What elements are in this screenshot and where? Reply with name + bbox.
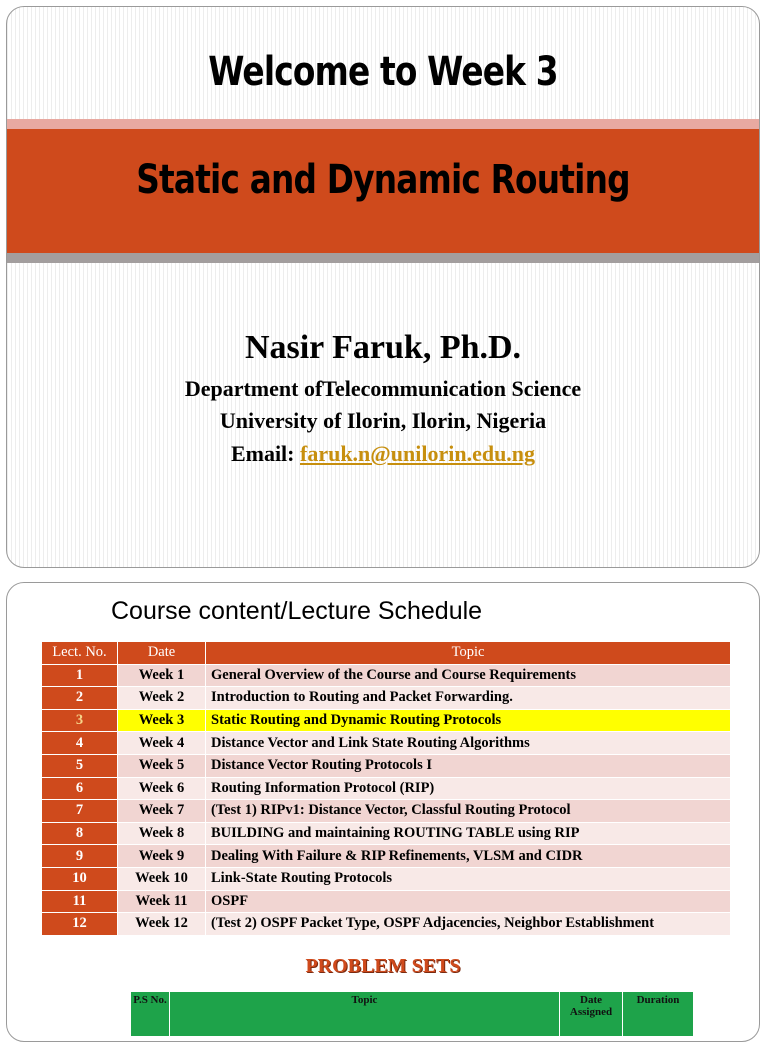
table-row bbox=[42, 913, 731, 936]
lect-no: 5 bbox=[42, 754, 118, 777]
lect-date: Week 7 bbox=[118, 800, 206, 823]
lect-topic: Distance Vector Routing Protocols I bbox=[206, 754, 731, 777]
lect-topic: (Test 2) OSPF Packet Type, OSPF Adjacencies, Neighbor Establishment bbox=[206, 913, 731, 936]
lect-topic: Static Routing and Dynamic Routing Protocols bbox=[206, 709, 731, 732]
schedule-header-row bbox=[42, 642, 731, 665]
lect-no: 11 bbox=[42, 890, 118, 913]
problem-sets-heading: PROBLEM SETS bbox=[305, 955, 461, 977]
lect-date: Week 10 bbox=[118, 867, 206, 890]
table-row bbox=[42, 800, 731, 823]
lect-topic: Distance Vector and Link State Routing Algorithms bbox=[206, 732, 731, 755]
lect-topic: OSPF bbox=[206, 890, 731, 913]
lect-topic: Dealing With Failure & RIP Refinements, VLSM and CIDR bbox=[206, 845, 731, 868]
table-row bbox=[42, 867, 731, 890]
email-line bbox=[7, 441, 759, 467]
ps-header-no: P.S No. bbox=[131, 992, 170, 1037]
table-row bbox=[42, 822, 731, 845]
lect-topic: Introduction to Routing and Packet Forwarding. bbox=[206, 687, 731, 710]
header-topic: Topic bbox=[206, 642, 731, 665]
lect-topic: General Overview of the Course and Course Requirements bbox=[206, 664, 731, 687]
lect-topic: Routing Information Protocol (RIP) bbox=[206, 777, 731, 800]
lect-no: 2 bbox=[42, 687, 118, 710]
author-name: Nasir Faruk, Ph.D. bbox=[244, 329, 522, 366]
lect-no: 12 bbox=[42, 913, 118, 936]
table-row bbox=[42, 732, 731, 755]
university-line: University of Ilorin, Ilorin, Nigeria bbox=[219, 408, 547, 433]
lect-date: Week 6 bbox=[118, 777, 206, 800]
email-label: Email: bbox=[230, 441, 295, 466]
schedule-title: Course content/Lecture Schedule bbox=[111, 597, 483, 625]
table-row bbox=[42, 777, 731, 800]
band-top-stripe bbox=[7, 119, 759, 129]
header-lect-no: Lect. No. bbox=[42, 642, 118, 665]
topic-title: Static and Dynamic Routing bbox=[136, 157, 630, 203]
lect-no: 8 bbox=[42, 822, 118, 845]
schedule-table bbox=[41, 641, 731, 936]
table-row bbox=[42, 754, 731, 777]
lect-date: Week 8 bbox=[118, 822, 206, 845]
ps-header-date: Date Assigned bbox=[560, 992, 623, 1037]
lect-date: Week 5 bbox=[118, 754, 206, 777]
lect-date: Week 11 bbox=[118, 890, 206, 913]
problem-sets-header-row bbox=[131, 992, 694, 1037]
lect-date: Week 12 bbox=[118, 913, 206, 936]
lect-no: 7 bbox=[42, 800, 118, 823]
header-date: Date bbox=[118, 642, 206, 665]
title-slide bbox=[6, 6, 760, 568]
lect-date: Week 1 bbox=[118, 664, 206, 687]
lect-date: Week 2 bbox=[118, 687, 206, 710]
lect-date: Week 4 bbox=[118, 732, 206, 755]
lect-no: 1 bbox=[42, 664, 118, 687]
ps-header-duration: Duration bbox=[623, 992, 694, 1037]
department-line: Department ofTelecommunication Science bbox=[184, 376, 582, 401]
lect-topic: Link-State Routing Protocols bbox=[206, 867, 731, 890]
ps-header-topic: Topic bbox=[170, 992, 560, 1037]
lect-no: 6 bbox=[42, 777, 118, 800]
email-link[interactable]: faruk.n@unilorin.edu.ng bbox=[300, 441, 536, 466]
lect-topic: (Test 1) RIPv1: Distance Vector, Classful Routing Protocol bbox=[206, 800, 731, 823]
table-row-current-week bbox=[42, 709, 731, 732]
problem-sets-table bbox=[130, 991, 694, 1037]
lect-no: 9 bbox=[42, 845, 118, 868]
table-row bbox=[42, 687, 731, 710]
lect-date: Week 3 bbox=[118, 709, 206, 732]
table-row bbox=[42, 664, 731, 687]
lect-topic: BUILDING and maintaining ROUTING TABLE using RIP bbox=[206, 822, 731, 845]
lect-no: 4 bbox=[42, 732, 118, 755]
lect-no: 3 bbox=[42, 709, 118, 732]
welcome-heading: Welcome to Week 3 bbox=[208, 49, 558, 95]
schedule-slide bbox=[6, 582, 760, 1042]
lect-no: 10 bbox=[42, 867, 118, 890]
table-row bbox=[42, 845, 731, 868]
lect-date: Week 9 bbox=[118, 845, 206, 868]
band-bottom-stripe bbox=[7, 253, 759, 263]
table-row bbox=[42, 890, 731, 913]
